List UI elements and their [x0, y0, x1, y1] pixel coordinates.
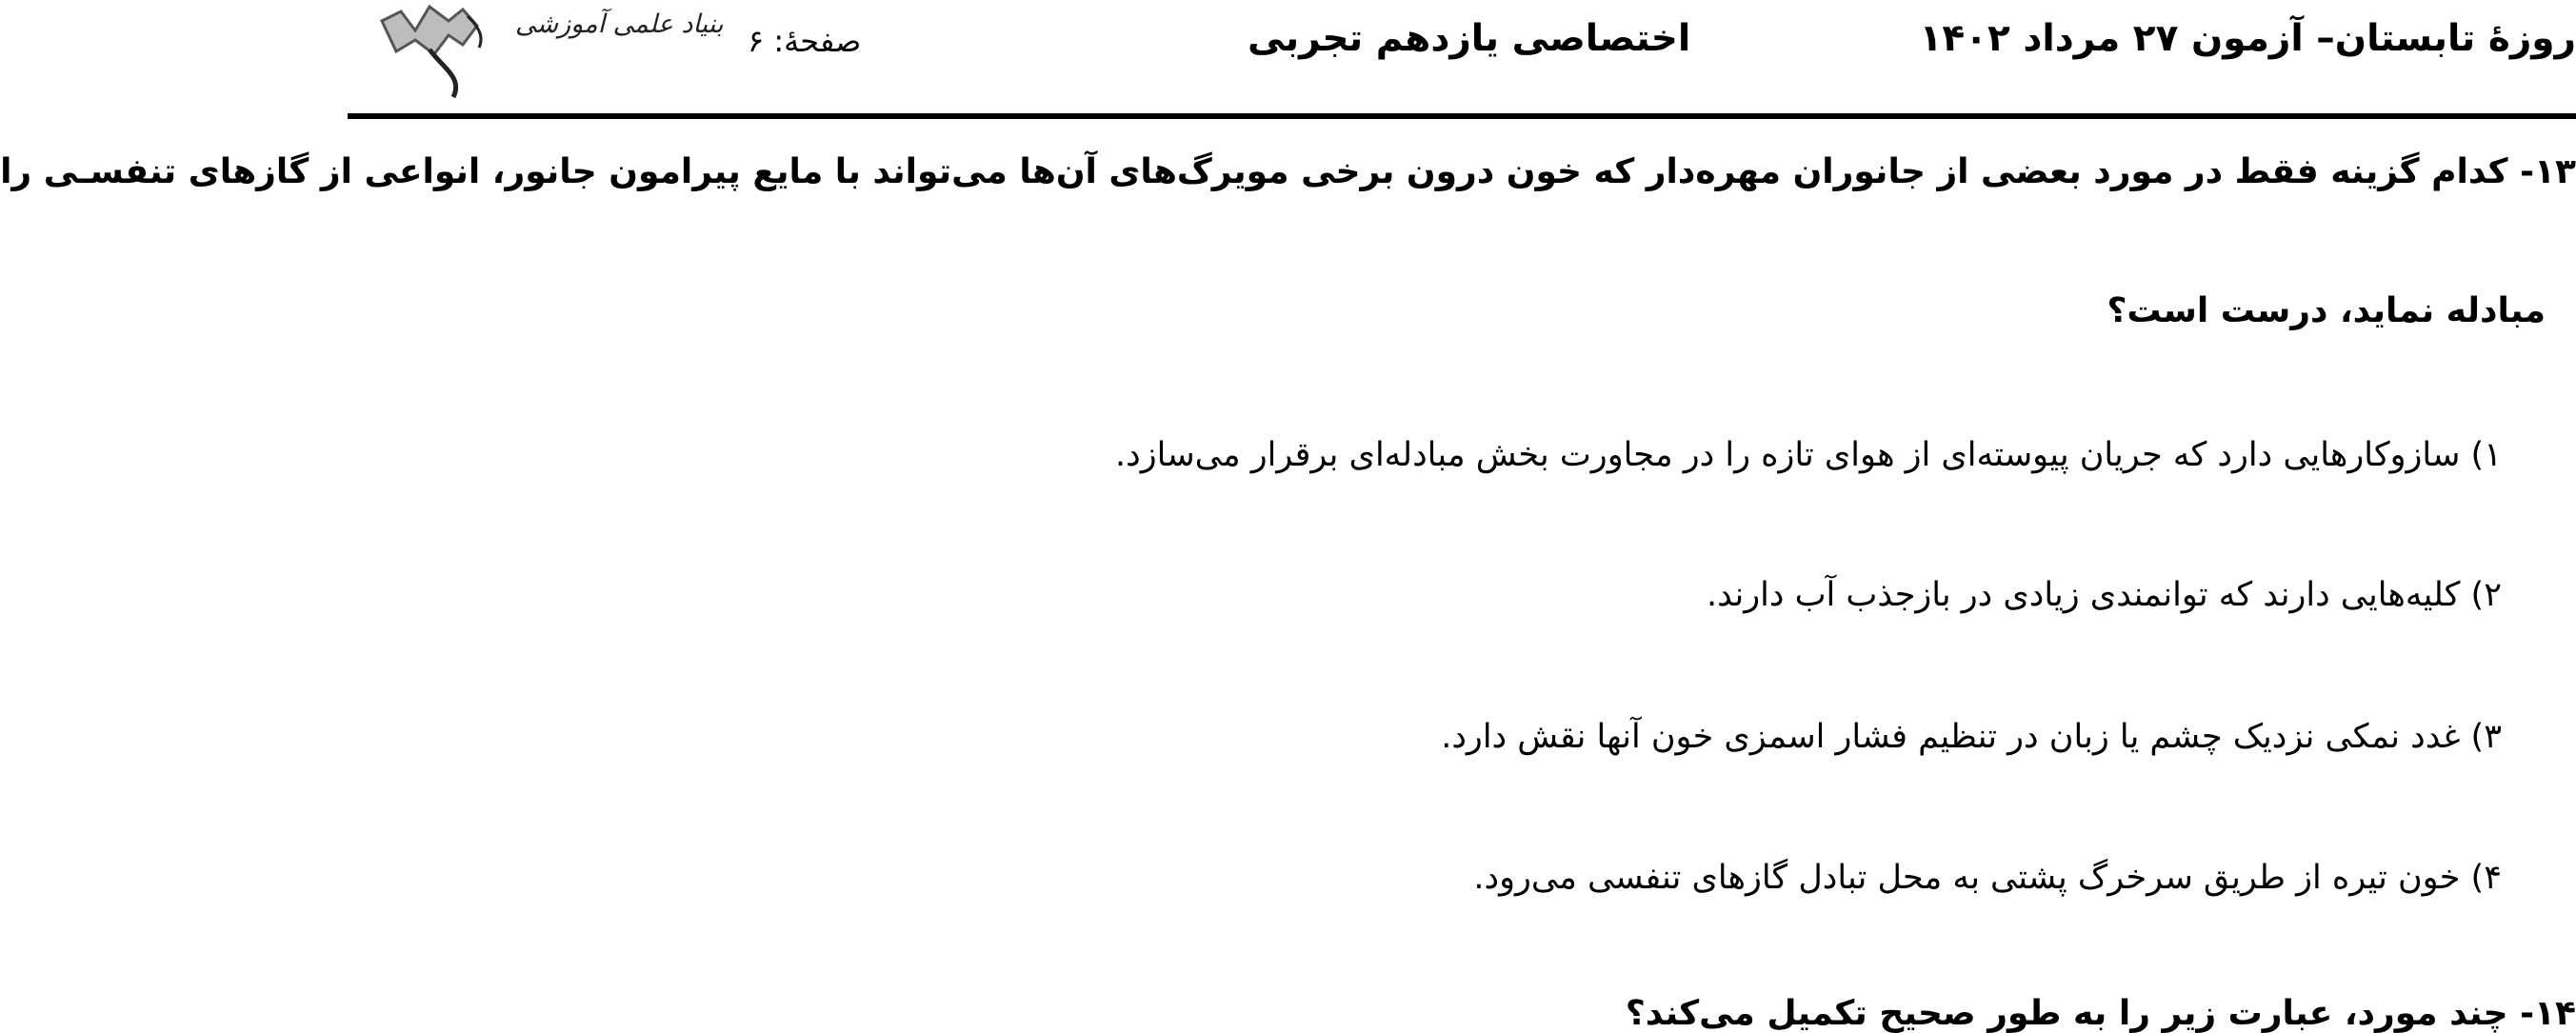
exam-series-title: [1920, 17, 2576, 60]
page-header: [348, 0, 2576, 114]
question-13-option-2: ۲) کلیه‌هایی دارند که توانمندی زیادی در بازجذب آب دارند.: [1707, 576, 2502, 614]
header-divider: [348, 113, 2576, 119]
question-13-text-line2: مبادله نماید، درست است؟: [2107, 291, 2546, 330]
question-14-text: ۱۴- چند مورد، عبارت زیر را به طور صحیح تکمیل می‌کند؟: [1625, 994, 2576, 1033]
question-13-text-line1: ۱۳- کدام گزینه فقط در مورد بعضی از جانوران مهره‌دار که خون درون برخی مویرگ‌های آن‌ها می‌تواند با مایع پیرامون جانور، انواعی از گازهای تنفسـی را: [0, 152, 2576, 191]
logo-text: بنیاد علمی آموزشی: [515, 10, 724, 39]
page-number: صفحهٔ: ۶: [748, 23, 862, 59]
question-13-option-3: ۳) غدد نمکی نزدیک چشم یا زبان در تنظیم فشار اسمزی خون آنها نقش دارد.: [1441, 718, 2502, 756]
publisher-logo: [372, 0, 724, 107]
subject-title: اختصاصی یازدهم تجربی: [1248, 17, 1691, 60]
series-title: روزهٔ تابستان: [2334, 17, 2576, 60]
exam-date-title: – آزمون ۲۷ مرداد ۱۴۰۲: [1919, 17, 2335, 60]
question-13-option-1: ۱) سازوکارهایی دارد که جریان پیوسته‌ای از هوای تازه را در مجاورت بخش مبادله‌ای برقرار می‌سازد.: [1115, 436, 2502, 474]
question-13-option-4: ۴) خون تیره از طریق سرخرگ پشتی به محل تبادل گازهای تنفسی می‌رود.: [1473, 859, 2502, 897]
